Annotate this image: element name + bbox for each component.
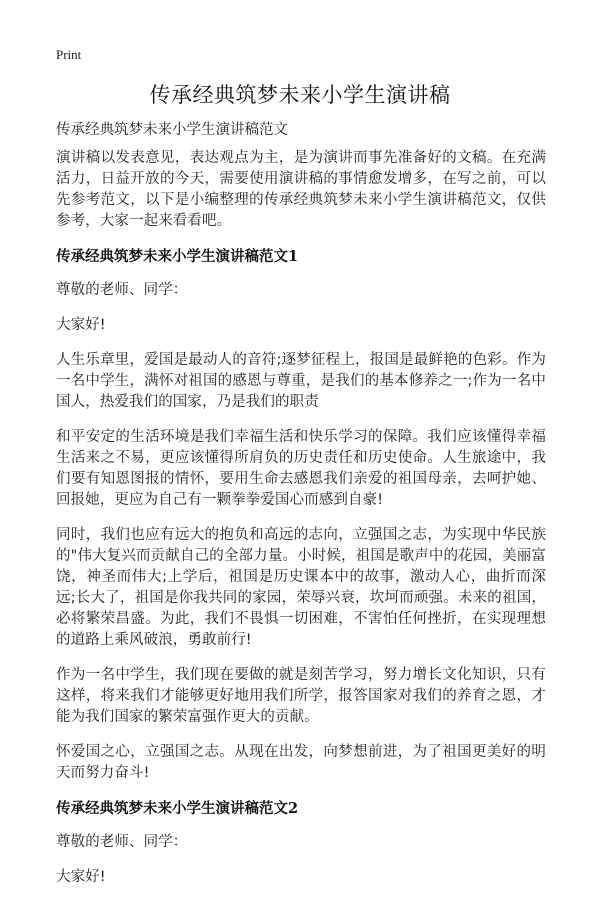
section-1 xyxy=(56,246,546,784)
intro-paragraph: 演讲稿以发表意见，表达观点为主，是为演讲而事先准备好的文稿。在充满活力，日益开放的今天，需要使用演讲稿的事情愈发增多，在写之前，可以先参考范文，以下是小编整理的传承经典筑梦未来小学生演讲稿范文，仅供参考，大家一起来看看吧。 xyxy=(56,150,546,229)
body-paragraph: 同时，我们也应有远大的抱负和高远的志向，立强国之志，为实现中华民族的"伟大复兴而贡献自己的全部力量。小时候，祖国是歌声中的花园，美丽富饶，神圣而伟大;上学后，祖国是历史课本中的故事，激动人心，曲折而深远;长大了，祖国是你我共同的家园，荣辱兴衰，坎坷而顽强。未来的祖国，必将繁荣昌盛。为此，我们不畏惧一切困难，不害怕任何挫折，在实现理想的道路上乘风破浪，勇敢前行! xyxy=(56,527,546,648)
section-heading: 传承经典筑梦未来小学生演讲稿范文2 xyxy=(56,800,299,817)
section-2 xyxy=(56,798,546,888)
print-label: Print xyxy=(56,47,82,62)
document-body xyxy=(56,148,546,902)
body-paragraph: 人生乐章里，爱国是最动人的音符;逐梦征程上，报国是最鲜艳的色彩。作为一名中学生，满怀对祖国的感恩与尊重，是我们的基本修养之一;作为一名中国人，热爱我们的国家，乃是我们的职责 xyxy=(56,352,546,410)
salutation: 尊敬的老师、同学： xyxy=(56,282,188,298)
greeting: 大家好! xyxy=(56,869,106,885)
body-paragraph: 和平安定的生活环境是我们幸福生活和快乐学习的保障。我们应该懂得幸福生活来之不易，更应该懂得所肩负的历史责任和历史使命。人生旅途中，我们要有知恩图报的情怀，要用生命去感恩我们亲爱的祖国母亲，去呵护她、回报她，更应为自己有一颗拳拳爱国心而感到自豪! xyxy=(56,429,546,508)
body-paragraph: 怀爱国之心，立强国之志。从现在出发，向梦想前进，为了祖国更美好的明天而努力奋斗! xyxy=(56,744,546,781)
greeting: 大家好! xyxy=(56,317,106,333)
section-heading: 传承经典筑梦未来小学生演讲稿范文1 xyxy=(56,248,299,265)
document-title: 传承经典筑梦未来小学生演讲稿 xyxy=(149,83,451,107)
body-paragraph: 作为一名中学生，我们现在要做的就是刻苦学习，努力增长文化知识，只有这样，将来我们才能够更好地用我们所学，报答国家对我们的养育之恩，才能为我们国家的繁荣富强作更大的贡献。 xyxy=(56,667,546,725)
document-subtitle: 传承经典筑梦未来小学生演讲稿范文 xyxy=(56,122,288,138)
salutation: 尊敬的老师、同学： xyxy=(56,834,188,850)
